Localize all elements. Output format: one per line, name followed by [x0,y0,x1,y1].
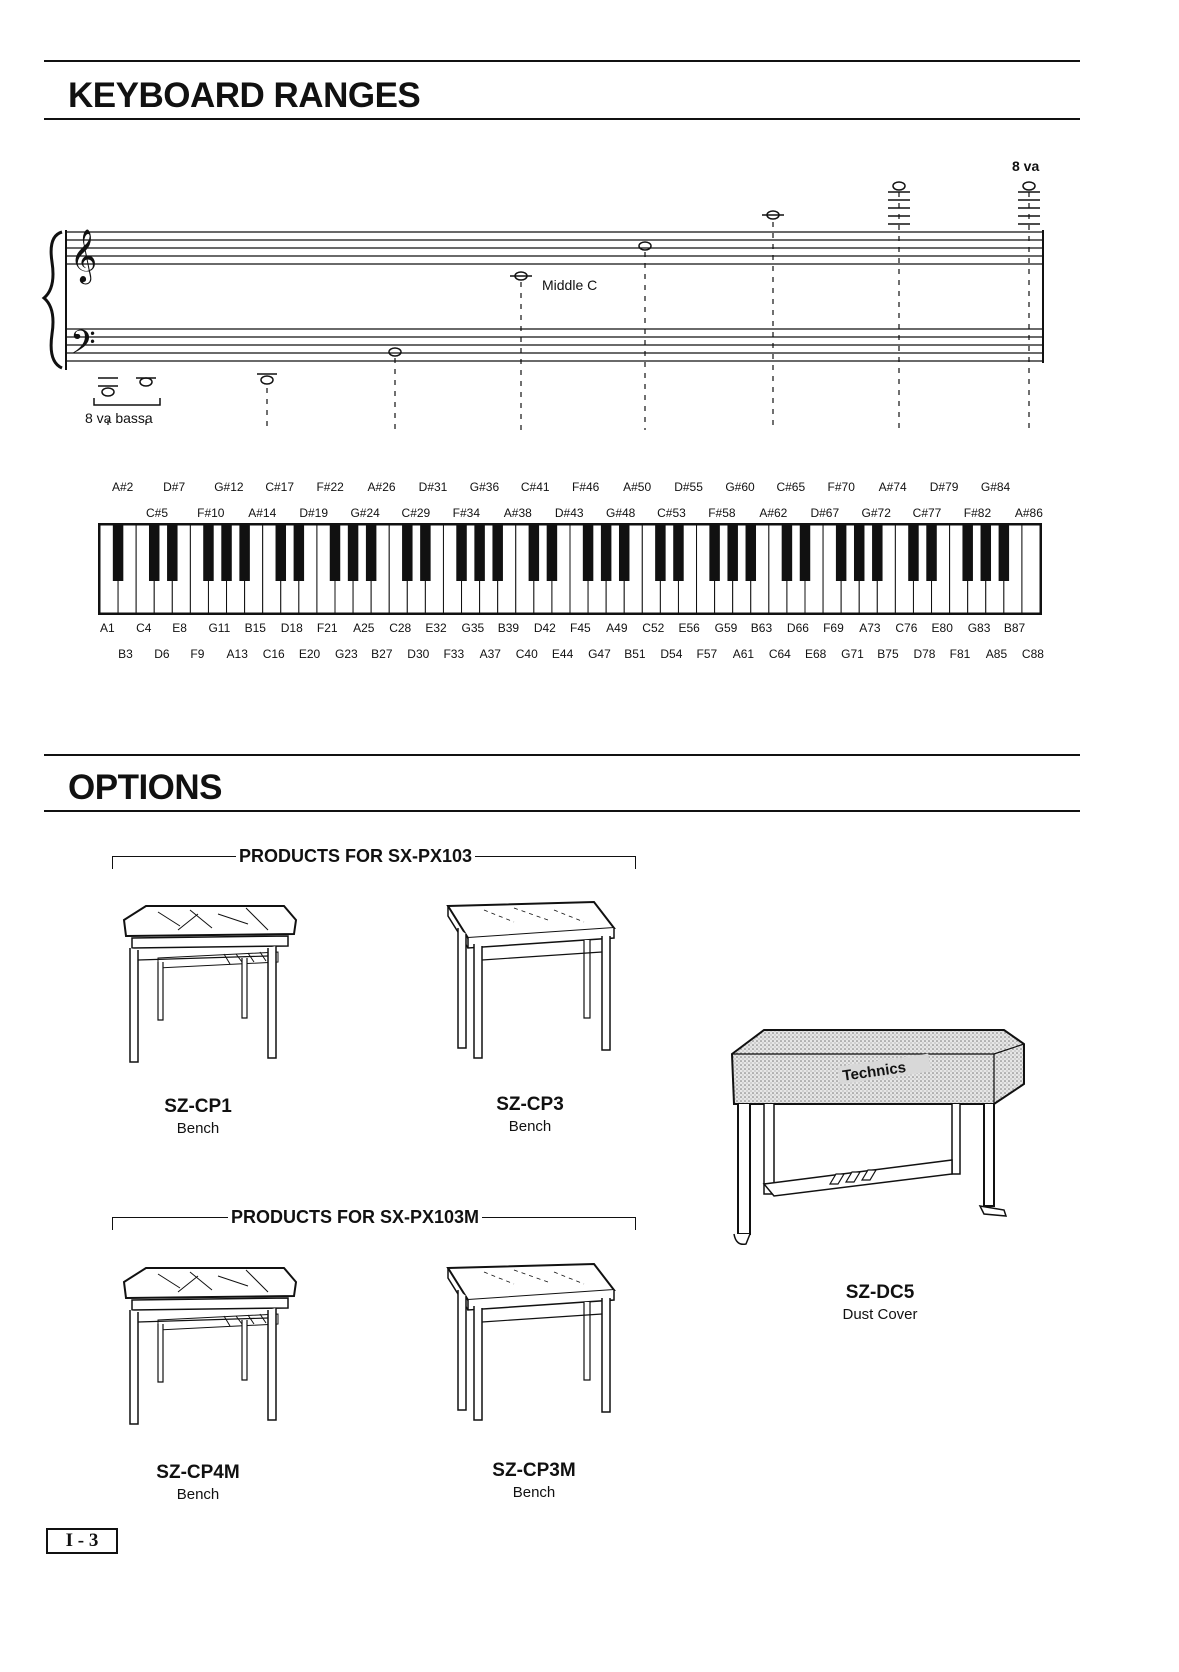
key-label: G71 [841,647,864,661]
black-key [854,525,864,581]
keyboard-ranges-title: KEYBOARD RANGES [68,76,421,115]
key-label: G47 [588,647,611,661]
product-sz-cp4m-code: SZ-CP4M [156,1462,240,1483]
black-key [113,525,123,581]
key-label: A25 [353,621,375,635]
sharp-row-top [112,480,1011,494]
key-label: E68 [805,647,827,661]
key-label: E32 [425,621,447,635]
key-label: G#72 [861,506,891,520]
key-label: F81 [949,647,971,661]
bench-sz-cp3m-image [444,1260,624,1430]
staff-brace [44,232,62,368]
key-label: B3 [118,647,133,661]
key-label: G#84 [980,480,1011,494]
key-label: C16 [262,647,285,661]
black-key [167,525,177,581]
key-label: E56 [678,621,700,635]
black-key [800,525,810,581]
key-label: F33 [443,647,465,661]
key-label: C#77 [912,506,942,520]
treble-staff [66,232,1043,264]
key-label: B39 [497,621,520,635]
bass-staff [66,329,1043,361]
key-label: E80 [931,621,953,635]
key-label: D#31 [418,480,448,494]
key-label: C88 [1021,647,1044,661]
key-label: F#46 [572,480,600,494]
white-row-upper [100,621,1026,635]
product-sz-dc5-desc: Dust Cover [842,1306,918,1323]
page-number: I - 3 [46,1528,118,1554]
black-key [836,525,846,581]
black-key [999,525,1009,581]
black-key [981,525,991,581]
key-label: A49 [606,621,628,635]
octave-down-label: 8 va bassa [85,410,153,426]
white-key [1022,525,1040,613]
key-label: D#43 [554,506,584,520]
key-label: G35 [461,621,485,635]
key-label: D#55 [674,480,703,494]
key-label: D#19 [299,506,329,520]
product-sz-cp3-code: SZ-CP3 [496,1094,564,1115]
black-key [330,525,340,581]
key-label: F#82 [963,506,992,520]
black-key [420,525,430,581]
guide-lines [108,192,1029,430]
key-label: F9 [190,647,205,661]
top-rule-lower [44,118,1080,120]
key-label: D78 [913,647,936,661]
key-label: C#5 [146,506,169,520]
top-rule-upper [44,60,1080,62]
black-key [221,525,231,581]
key-label: A73 [859,621,881,635]
key-label: F45 [570,621,591,635]
key-label: B75 [877,647,899,661]
white-label-rows [0,615,1179,667]
key-label: F#34 [452,506,481,520]
black-key [456,525,466,581]
key-label: G23 [335,647,358,661]
key-label: C#29 [401,506,431,520]
black-key [348,525,358,581]
key-label: C40 [515,647,538,661]
key-label: F#22 [316,480,344,494]
black-key [908,525,918,581]
key-label: G#48 [606,506,636,520]
dust-cover-sz-dc5-image [724,1024,1034,1264]
bench-sz-cp3-image [444,898,624,1068]
product-sz-dc5-code: SZ-DC5 [845,1282,915,1303]
product-sz-cp1-desc: Bench [176,1120,220,1137]
key-label: E8 [172,621,187,635]
key-label: B87 [1003,621,1026,635]
key-label: C#53 [657,506,686,520]
key-label: A85 [985,647,1008,661]
black-key [655,525,665,581]
key-label: D42 [533,621,556,635]
key-label: D#67 [810,506,840,520]
treble-clef: 𝄞 [70,229,98,281]
key-label: F#10 [197,506,225,520]
product-sz-cp1-code: SZ-CP1 [164,1096,232,1117]
key-label: A#62 [759,506,788,520]
key-label: A37 [479,647,501,661]
key-label: B63 [750,621,773,635]
black-key [583,525,593,581]
key-label: F21 [316,621,338,635]
black-key [366,525,376,581]
black-key [962,525,972,581]
key-label: A#38 [503,506,532,520]
key-label: C#17 [265,480,295,494]
black-key [872,525,882,581]
key-label: A#74 [878,480,907,494]
group1-title: PRODUCTS FOR SX-PX103 [236,846,475,867]
key-label: A#26 [367,480,396,494]
product-sz-cp3m-desc: Bench [512,1484,556,1501]
key-label: A13 [226,647,248,661]
black-key [294,525,304,581]
sharp-row-second [146,506,1043,520]
key-label: D6 [154,647,170,661]
key-label: G#12 [214,480,244,494]
black-key [149,525,159,581]
key-label: G#24 [350,506,380,520]
black-key [673,525,683,581]
key-label: F57 [696,647,718,661]
white-row-lower [118,647,1044,661]
key-label: G83 [967,621,991,635]
key-label: C76 [895,621,918,635]
octave-up-label: 8 va [1012,158,1040,174]
key-label: B15 [244,621,266,635]
key-label: C28 [389,621,412,635]
black-key [276,525,286,581]
black-key [402,525,412,581]
key-label: A61 [732,647,755,661]
black-key [601,525,611,581]
bass-clef: 𝄢 [70,325,96,369]
key-label: A#2 [112,480,134,494]
black-key [926,525,936,581]
key-label: B27 [371,647,393,661]
key-label: G59 [714,621,738,635]
key-label: E20 [298,647,321,661]
product-sz-cp3-desc: Bench [508,1118,552,1135]
black-key [709,525,719,581]
key-label: C4 [136,621,152,635]
key-label: D54 [660,647,683,661]
low-notes [94,374,277,405]
key-label: A1 [100,621,115,635]
options-rule-upper [44,754,1080,756]
black-key [746,525,756,581]
key-label: C#41 [520,480,550,494]
key-label: D#79 [929,480,959,494]
key-label: F#70 [827,480,855,494]
black-key [239,525,249,581]
key-label: C64 [768,647,791,661]
bench-sz-cp4m-image [118,1262,298,1432]
middle-c-label: Middle C [542,277,598,293]
group2-title: PRODUCTS FOR SX-PX103M [228,1207,482,1228]
options-rule-lower [44,810,1080,812]
black-key [529,525,539,581]
key-label: C52 [642,621,665,635]
key-label: D30 [407,647,430,661]
key-label: B51 [624,647,646,661]
bench-sz-cp1-image [118,900,298,1070]
key-label: F#58 [708,506,736,520]
key-label: A#14 [248,506,277,520]
staff-notes [389,182,1040,356]
key-label: G11 [208,621,231,635]
key-label: A#86 [1014,506,1043,520]
key-label: A#50 [623,480,652,494]
key-label: F69 [823,621,844,635]
sharp-label-rows [0,470,1179,526]
options-title: OPTIONS [68,768,223,807]
black-key [203,525,213,581]
black-key [547,525,557,581]
black-key [492,525,502,581]
black-key [727,525,737,581]
black-key [619,525,629,581]
black-key [474,525,484,581]
key-label: D#7 [163,480,186,494]
technics-brand-text: Technics [841,1059,908,1085]
piano-keyboard [98,523,1042,615]
key-label: E44 [551,647,574,661]
key-label: C#65 [776,480,806,494]
black-key [782,525,792,581]
key-label: G#60 [725,480,755,494]
key-label: D18 [280,621,303,635]
key-label: G#36 [469,480,500,494]
product-sz-cp3m-code: SZ-CP3M [492,1460,576,1481]
product-sz-cp4m-desc: Bench [176,1486,220,1503]
key-label: D66 [786,621,809,635]
